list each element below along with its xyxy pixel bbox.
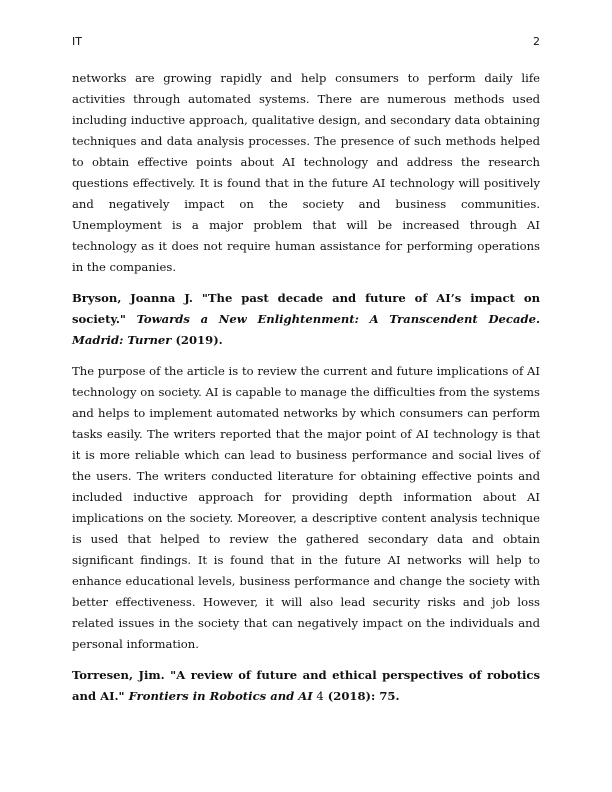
page-header [72, 35, 540, 51]
reference-bryson-source: Towards a New Enlightenment: A Transcendent Decade. Madrid: Turner [72, 312, 541, 347]
page-number: 2 [533, 35, 540, 48]
paragraph-bryson-annotation: The purpose of the article is to review the current and future implications of AI technology on society. AI is capable to manage the difficulties from the systems and helps to implement automated networks by which consumers can perform tasks easily. The writers reported that the major point of AI technology is that it is more reliable which can lead to business performance and social lives of the users. The writers conducted literature for obtaining effective points and included inductive approach for providing depth information about AI implications on the society. Moreover, a descriptive content analysis technique is used that helped to review the gathered secondary data and obtain significant findings. It is found that in the future AI networks will help to enhance educational levels, business performance and change the society with better effectiveness. However, it will also lead security risks and job loss related issues in the society that can negatively impact on the individuals and personal information. [72, 364, 540, 651]
reference-bryson-title: Bryson, Joanna J. "The past decade and future of AI’s impact on society." [72, 291, 540, 326]
reference-torresen-title: Torresen, Jim. "A review of future and ethical perspectives of robotics and AI." [72, 668, 540, 703]
document-body [72, 68, 540, 717]
reference-torresen [72, 665, 540, 707]
reference-torresen-year: (2018): 75. [323, 689, 400, 703]
reference-torresen-volume: 4 [312, 689, 324, 703]
paragraph-summary-continued: networks are growing rapidly and help consumers to perform daily life activities through automated systems. There are numerous methods used including inductive approach, qualitative design, and secondary data obtaining techniques and data analysis processes. The presence of such methods helped to obtain effective points about AI technology and address the research questions effectively. It is found that in the future AI technology will positively and negatively impact on the society and business communities. Unemployment is a major problem that will be increased through AI technology as it does not require human assistance for performing operations in the companies. [72, 71, 540, 274]
running-head: IT [72, 35, 82, 48]
reference-bryson [72, 288, 540, 351]
reference-torresen-source: Frontiers in Robotics and AI [128, 689, 313, 703]
reference-bryson-year: (2019). [171, 333, 223, 347]
